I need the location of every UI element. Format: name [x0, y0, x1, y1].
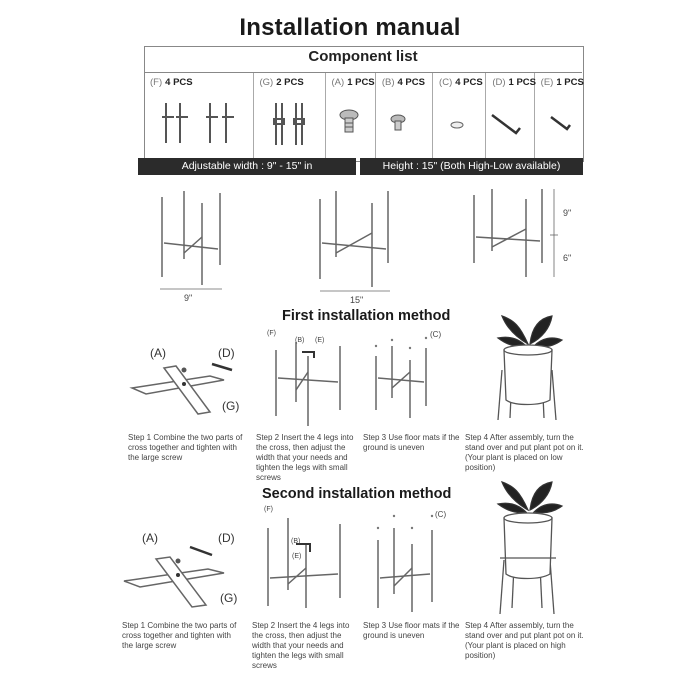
second-method-heading: Second installation method [262, 486, 452, 502]
adjustable-width-band: Adjustable width : 9" - 15" in [138, 158, 356, 175]
first-method-heading: First installation method [282, 308, 451, 324]
height-bottom-label: 6" [563, 253, 572, 263]
first-label-g: (G) [222, 399, 240, 413]
component-list-title: Component list [308, 48, 418, 65]
first-label-b: (B) [295, 337, 305, 344]
second-step2-legs-diagram [260, 510, 360, 610]
component-list-row [144, 72, 582, 161]
component-cross-bar: (G) 2 PCS [254, 73, 326, 161]
stand-narrow-diagram [150, 185, 240, 305]
second-step4-plant-high-diagram [490, 478, 570, 618]
first-step2-text: Step 2 Insert the 4 legs into the cross, then adjust the width that your needs and tighten the legs with small screws [256, 433, 354, 482]
small-screw-icon [376, 95, 433, 155]
component-small-allen-key: (E) 1 PCS [535, 73, 582, 161]
second-step4-text: Step 4 After assembly, turn the stand over and put plant pot on it. (Your plant is placed on high position) [465, 621, 584, 660]
component-large-screw: (A) 1 PCS [326, 73, 376, 161]
first-step1-text: Step 1 Combine the two parts of cross together and tighten with the large screw [128, 433, 243, 462]
second-step3-text: Step 3 Use floor mats if the ground is uneven [363, 621, 460, 640]
second-label-f: (F) [264, 506, 273, 513]
height-band: Height : 15" (Both High-Low available) [360, 158, 583, 175]
width-min-label: 9" [184, 293, 193, 303]
first-label-f: (F) [267, 330, 276, 337]
first-label-c: (C) [430, 330, 442, 339]
component-large-allen-key: (D) 1 PCS [486, 73, 534, 161]
first-step4-plant-low-diagram [490, 312, 570, 427]
large-allen-key-icon [486, 95, 534, 155]
large-screw-icon [326, 95, 376, 155]
first-label-a: (A) [150, 346, 166, 360]
component-long-leg: (F) 4 PCS [144, 73, 254, 161]
first-step3-text: Step 3 Use floor mats if the ground is uneven [363, 433, 460, 452]
first-label-d: (D) [218, 346, 235, 360]
long-leg-icon [144, 95, 254, 155]
second-label-a: (A) [142, 531, 158, 545]
first-step4-text: Step 4 After assembly, turn the stand over and put plant pot on it. (Your plant is placed on low position) [465, 433, 584, 472]
height-top-label: 9" [563, 208, 572, 218]
second-label-b: (B) [291, 538, 301, 545]
second-label-c: (C) [435, 510, 447, 519]
stand-height-diagram [466, 185, 566, 295]
second-label-d: (D) [218, 531, 235, 545]
first-label-e: (E) [315, 337, 325, 344]
width-max-label: 15" [350, 295, 364, 305]
first-step2-legs-diagram [266, 330, 356, 430]
second-label-e: (E) [292, 553, 302, 560]
stand-wide-diagram [310, 185, 410, 305]
cross-bar-icon [254, 95, 326, 155]
small-allen-key-icon [535, 95, 583, 155]
second-step3-mats-diagram [372, 508, 472, 616]
first-step3-mats-diagram [368, 330, 468, 430]
manual-title: Installation manual [239, 14, 461, 41]
second-label-g: (G) [220, 591, 238, 605]
second-step2-text: Step 2 Insert the 4 legs into the cross, then adjust the width that your needs and tighten the legs with small screws [252, 621, 350, 670]
component-small-screw: (B) 4 PCS [376, 73, 433, 161]
component-floor-mat: (C) 4 PCS [433, 73, 486, 161]
second-step1-text: Step 1 Combine the two parts of cross together and tighten with the large screw [122, 621, 237, 650]
floor-mat-icon [433, 95, 486, 155]
